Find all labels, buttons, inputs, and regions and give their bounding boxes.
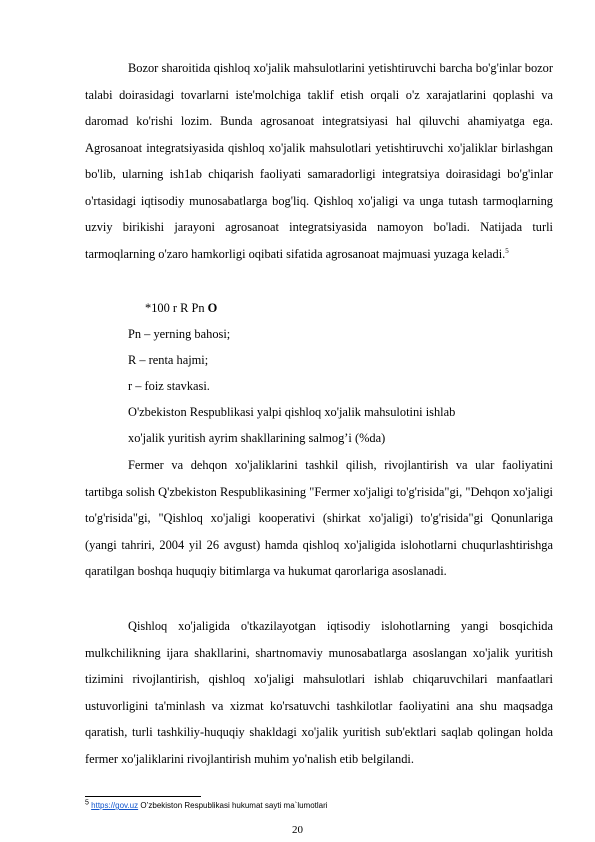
paragraph-reform-stage: Qishloq xo'jaligida o'tkazilayotgan iqtisodiy islohotlarning yangi bosqichida mulkchilikning ijara shakllarini, shartnomaviy munosabatlarga asoslangan xo'jalik yuritish tizimini rivojlantirish, qishloq xo'jaligi mahsulotlari ishlab chiqaruvchilari manfaatlari ustuvorligini ta'minlash va xizmat ko'rsatuvchi tashkilotlar faoliyatini ana shu maqsadga qaratish, turli tashkiliy-huquqiy shakldagi xo'jalik yuritish sub'ektlari saqlab qolingan holda fermer xo'jaliklarini rivojlantirish muhim yo'nalish etib belgilandi. (85, 619, 553, 766)
footnote-number: 5 (85, 799, 89, 807)
table-title-line-1: O'zbekiston Respublikasi yalpi qishloq xo'jalik mahsulotini ishlab (128, 405, 456, 419)
formula (145, 300, 217, 316)
footnote (85, 800, 328, 811)
paragraph-agro-integration (85, 55, 553, 267)
definition-r-lower: r – foiz stavkasi. (128, 379, 210, 393)
footnote-link[interactable]: https://gov.uz (91, 801, 139, 810)
definition-pn: Pn – yerning bahosi; (128, 327, 231, 341)
table-title-line-2: xo'jalik yuritish ayrim shakllarining salmog’i (%da) (128, 431, 386, 445)
paragraph-legal-basis: Fermer va dehqon xo'jaliklarini tashkil qilish, rivojlantirish va ular faoliyatini tartibga solish Q'zbekiston Respublikasining "Fermer xo'jaligi to'g'risida"gi, "Dehqon xo'jaligi to'g'risida"gi, "Qishloq xo'jaligi kooperativi (shirkat xo'jaligi) to'g'risida"gi Qonunlariga (yangi tahriri, 2004 yil 26 avgust) hamda qishloq xo'jaligida islohotlarni chuqurlashtirishga qaratilgan boshqa huquqiy bitimlarga va hukumat qarorlariga asoslanadi. (85, 458, 553, 578)
formula-text: *100 r R Pn (145, 301, 205, 315)
definition-r-upper: R – renta hajmi; (128, 353, 209, 367)
footnote-divider (85, 796, 201, 797)
footnote-text: O’zbekiston Respublikasi hukumat sayti ma`lumotlari (138, 801, 328, 810)
page-number: 20 (292, 824, 303, 836)
footnote-reference[interactable]: 5 (505, 246, 509, 255)
formula-bold-symbol: O (207, 301, 218, 315)
paragraph-1-text: Bozor sharoitida qishloq xo'jalik mahsulotlarini yetishtiruvchi barcha bo'g'inlar bozor talabi doirasidagi tovarlarni iste'molchiga taklif etish orqali o'z xarajatlarini qoplashi va daromad ko'rishi lozim. Bunda agrosanoat integratsiyasi hal qiluvchi ahamiyatga ega. Agrosanoat integratsiyasida qishloq xo'jalik mahsulotlari yetishtiruvchi xo'jaliklar birlashgan bo'lib, ularning ish1ab chiqarish faoliyati samaradorligi integratsiya doirasidagi bo'g'inlar o'rtasidagi iqtisodiy munosabatlarga bog'liq. Qishloq xo'jaligi va unga tutash tarmoqlarning uzviy birikishi jarayoni agrosanoat integratsiyasida namoyon bo'ladi. Natijada turli tarmoqlarning o'zaro hamkorligi oqibati sifatida agrosanoat majmuasi yuzaga keladi. (85, 61, 553, 261)
